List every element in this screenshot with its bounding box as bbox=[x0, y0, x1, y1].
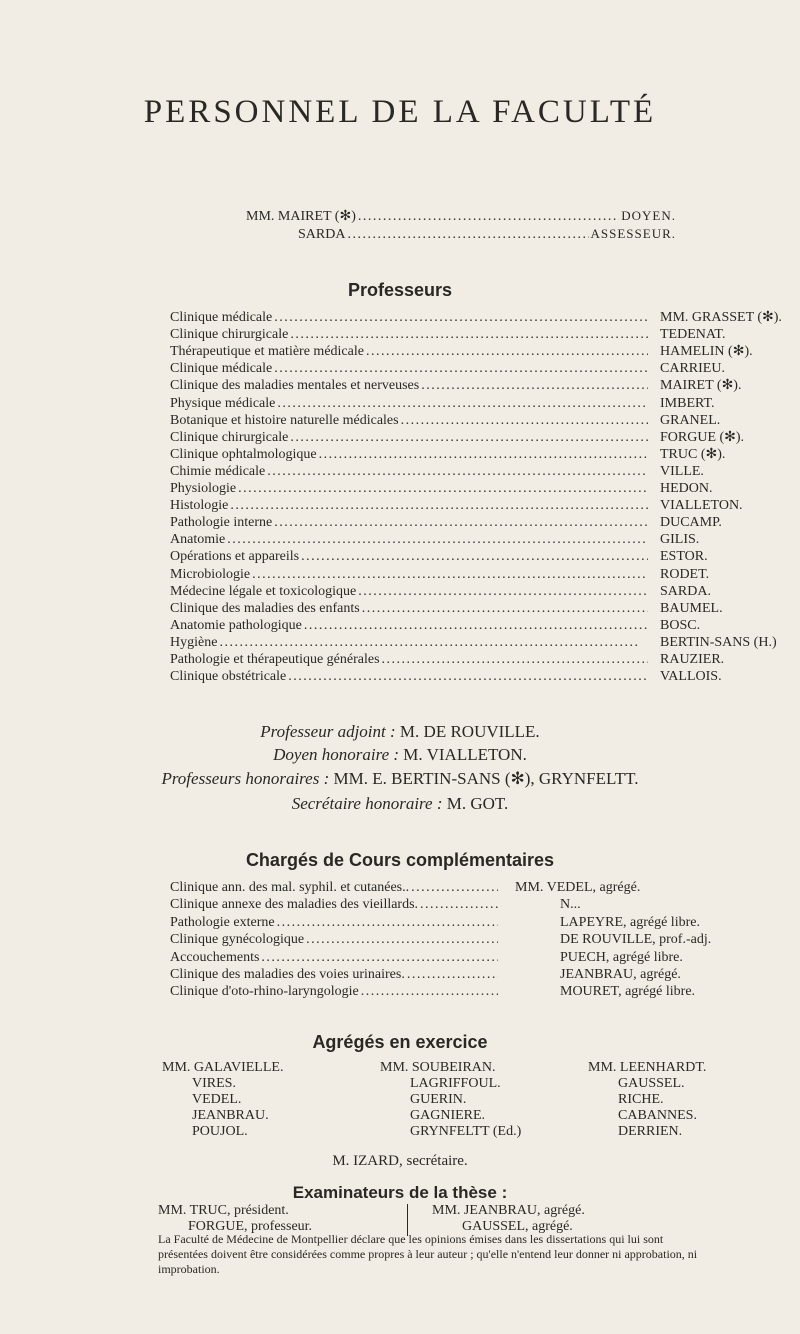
professor-name: IMBERT. bbox=[660, 395, 715, 411]
honor-line bbox=[0, 769, 800, 789]
honor-label: Doyen honoraire : bbox=[273, 745, 400, 764]
professor-subject: Médecine légale et toxicologique bbox=[170, 583, 357, 599]
course-subject: Clinique des maladies des voies urinaires. bbox=[170, 967, 405, 982]
professor-name: VILLE. bbox=[660, 463, 704, 479]
professor-name: DUCAMP. bbox=[660, 515, 722, 531]
honor-value: MM. E. BERTIN-SANS (✻), GRYNFELTT. bbox=[333, 769, 639, 788]
professor-row bbox=[170, 583, 711, 600]
professor-name: CARRIEU. bbox=[660, 361, 725, 377]
course-row bbox=[170, 914, 700, 931]
professor-name: VALLOIS. bbox=[660, 669, 722, 685]
professor-name: GRANEL. bbox=[660, 412, 721, 428]
dot-leader bbox=[290, 327, 648, 343]
dot-leader bbox=[274, 361, 648, 377]
honor-value: M. VIALLETON. bbox=[403, 745, 527, 764]
professor-row bbox=[170, 669, 722, 685]
professor-subject: Physiologie bbox=[170, 481, 237, 496]
course-lecturer: DE ROUVILLE, prof.-adj. bbox=[560, 932, 712, 948]
professor-row bbox=[170, 600, 723, 617]
professor-subject: Clinique ophtalmologique bbox=[170, 446, 317, 462]
dot-leader bbox=[267, 464, 648, 480]
professor-subject: Botanique et histoire naturelle médicales bbox=[170, 412, 399, 428]
examiner-name: FORGUE, professeur. bbox=[188, 1219, 313, 1234]
agrege-name: RICHE. bbox=[618, 1092, 664, 1107]
professor-row bbox=[170, 395, 715, 412]
professor-row bbox=[170, 617, 701, 634]
agreges-heading: Agrégés en exercice bbox=[312, 1032, 488, 1052]
professor-name: HAMELIN (✻). bbox=[660, 344, 753, 360]
professor-name: SARDA. bbox=[660, 583, 711, 599]
dot-leader bbox=[230, 498, 648, 514]
agrege-name: GRYNFELTT (Ed.) bbox=[410, 1124, 522, 1139]
professor-name: BERTIN-SANS (H.) bbox=[660, 634, 777, 650]
agrege-name: POUJOL. bbox=[192, 1124, 248, 1139]
professor-name: RAUZIER. bbox=[660, 652, 725, 667]
examiners-left bbox=[158, 1203, 312, 1235]
course-row bbox=[170, 984, 696, 1000]
professor-subject: Clinique obstétricale bbox=[170, 669, 287, 685]
professor-subject: Pathologie et thérapeutique générales bbox=[170, 652, 380, 667]
course-lecturer: MM. VEDEL, agrégé. bbox=[515, 880, 641, 895]
dot-leader bbox=[261, 950, 498, 966]
course-lecturer: N... bbox=[560, 897, 581, 913]
agrege-name: CABANNES. bbox=[618, 1108, 697, 1123]
course-subject: Accouchements bbox=[170, 949, 260, 965]
professor-name: MAIRET (✻). bbox=[660, 378, 742, 394]
agreges-column bbox=[588, 1060, 706, 1140]
dot-leader bbox=[421, 378, 648, 394]
examiner-name: MM. JEANBRAU, agrégé. bbox=[432, 1203, 585, 1218]
course-row bbox=[170, 932, 712, 948]
footnote: La Faculté de Médecine de Montpellier déclare que les opinions émises dans les dissertations qui lui sont présentées doivent être considérées comme propres à leur auteur ; qu'elle n'entend leur donner ni approbation, ni improbation. bbox=[158, 1232, 698, 1276]
course-subject: Clinique annexe des maladies des vieillards. bbox=[170, 897, 419, 913]
examiner-name: GAUSSEL, agrégé. bbox=[462, 1219, 573, 1234]
dot-leader bbox=[347, 227, 588, 243]
professor-subject: Hygiène bbox=[170, 634, 218, 650]
professor-row bbox=[170, 634, 777, 651]
dot-leader bbox=[274, 515, 648, 531]
honor-label: Professeurs honoraires : bbox=[161, 769, 330, 788]
agrege-name: MM. LEENHARDT. bbox=[588, 1060, 707, 1075]
professor-row bbox=[170, 378, 742, 394]
agrege-name: VEDEL. bbox=[192, 1092, 242, 1107]
officer-row bbox=[298, 226, 676, 243]
examiner-name: MM. TRUC, président. bbox=[158, 1203, 289, 1218]
agrege-name: GAUSSEL. bbox=[618, 1076, 685, 1091]
officer-name: MM. MAIRET (✻) bbox=[246, 209, 356, 224]
professor-subject: Clinique chirurgicale bbox=[170, 327, 289, 343]
dot-leader bbox=[277, 915, 498, 931]
dot-leader bbox=[288, 669, 648, 685]
course-row bbox=[170, 880, 641, 896]
professor-subject: Histologie bbox=[170, 498, 229, 514]
officer-name: SARDA bbox=[298, 227, 346, 242]
professor-row bbox=[170, 652, 725, 668]
dot-leader bbox=[290, 430, 648, 446]
professor-row bbox=[170, 532, 700, 548]
honor-value: M. GOT. bbox=[446, 794, 509, 813]
agrege-name: JEANBRAU. bbox=[192, 1108, 269, 1123]
agreges-column bbox=[162, 1060, 283, 1140]
professor-subject: Clinique des maladies mentales et nerveuses bbox=[170, 378, 420, 394]
dot-leader bbox=[401, 413, 648, 429]
professor-subject: Microbiologie bbox=[170, 566, 251, 582]
dot-leader bbox=[358, 584, 648, 600]
honor-value: M. DE ROUVILLE. bbox=[399, 722, 540, 741]
course-row bbox=[170, 949, 683, 966]
professor-name: HEDON. bbox=[660, 481, 713, 496]
professor-row bbox=[170, 429, 745, 446]
dot-leader bbox=[382, 652, 648, 668]
agrege-name: MM. SOUBEIRAN. bbox=[380, 1060, 496, 1075]
dot-leader bbox=[362, 601, 648, 617]
dot-leader bbox=[304, 618, 648, 634]
professor-row bbox=[170, 344, 753, 360]
professor-name: RODET. bbox=[660, 566, 710, 582]
course-lecturer: PUECH, agrégé libre. bbox=[560, 949, 683, 965]
honor-line bbox=[0, 745, 800, 765]
professor-subject: Thérapeutique et matière médicale bbox=[170, 344, 364, 360]
professor-row bbox=[170, 412, 721, 429]
honor-line bbox=[0, 794, 800, 814]
course-lecturer: JEANBRAU, agrégé. bbox=[560, 967, 681, 982]
honor-label: Secrétaire honoraire : bbox=[291, 794, 443, 813]
agrege-name: MM. GALAVIELLE. bbox=[162, 1060, 284, 1075]
professor-name: VIALLETON. bbox=[660, 498, 743, 514]
professor-name: FORGUE (✻). bbox=[660, 429, 745, 445]
professor-subject: Anatomie pathologique bbox=[170, 617, 302, 633]
dot-leader bbox=[319, 447, 648, 463]
professor-row bbox=[170, 446, 726, 463]
professor-subject: Pathologie interne bbox=[170, 515, 273, 531]
honor-line bbox=[0, 722, 800, 742]
course-row bbox=[170, 967, 681, 983]
agrege-name: DERRIEN. bbox=[618, 1124, 683, 1139]
dot-leader bbox=[219, 635, 648, 651]
dot-leader bbox=[361, 984, 498, 1000]
page-title: PERSONNEL DE LA FACULTÉ bbox=[143, 94, 657, 130]
professor-row bbox=[170, 481, 713, 497]
professor-name: GILIS. bbox=[660, 532, 700, 548]
professor-name: MM. GRASSET (✻). bbox=[660, 310, 782, 325]
professor-row bbox=[170, 498, 743, 514]
course-row bbox=[170, 897, 581, 913]
dot-leader bbox=[274, 310, 648, 326]
professor-subject: Clinique médicale bbox=[170, 361, 273, 377]
professor-name: BOSC. bbox=[660, 617, 701, 633]
dot-leader bbox=[411, 880, 498, 896]
dot-leader bbox=[227, 532, 648, 548]
professor-subject: Anatomie bbox=[170, 532, 226, 548]
course-lecturer: LAPEYRE, agrégé libre. bbox=[560, 914, 700, 930]
officer-role: ASSESSEUR. bbox=[590, 226, 676, 241]
professor-name: TRUC (✻). bbox=[660, 446, 726, 462]
professor-row bbox=[170, 566, 710, 583]
agreges-column bbox=[380, 1060, 521, 1140]
dot-leader bbox=[358, 209, 619, 225]
officer-row bbox=[246, 208, 676, 225]
courses-heading: Chargés de Cours complémentaires bbox=[245, 850, 555, 870]
professor-subject: Physique médicale bbox=[170, 395, 276, 411]
dot-leader bbox=[306, 932, 498, 948]
professor-row bbox=[170, 515, 722, 531]
examiners-right bbox=[432, 1203, 585, 1235]
professor-name: BAUMEL. bbox=[660, 600, 723, 616]
professor-subject: Chimie médicale bbox=[170, 463, 266, 479]
agrege-name: GUERIN. bbox=[410, 1092, 467, 1107]
professor-name: ESTOR. bbox=[660, 549, 708, 565]
officer-role: DOYEN. bbox=[621, 208, 676, 223]
professor-row bbox=[170, 463, 704, 480]
agrege-name: GAGNIERE. bbox=[410, 1108, 486, 1123]
professor-subject: Clinique chirurgicale bbox=[170, 429, 289, 445]
course-subject: Clinique ann. des mal. syphil. et cutanées.. bbox=[170, 880, 410, 895]
agreges-secretary: M. IZARD, secrétaire. bbox=[332, 1153, 468, 1169]
course-subject: Pathologie externe bbox=[170, 914, 275, 930]
professor-row bbox=[170, 327, 726, 343]
professor-subject: Opérations et appareils bbox=[170, 549, 300, 565]
course-subject: Clinique d'oto-rhino-laryngologie bbox=[170, 984, 359, 1000]
dot-leader bbox=[252, 567, 648, 583]
dot-leader bbox=[238, 481, 648, 497]
professor-row bbox=[170, 310, 782, 326]
examiners-heading: Examinateurs de la thèse : bbox=[292, 1183, 508, 1202]
dot-leader bbox=[366, 344, 648, 360]
honor-label: Professeur adjoint : bbox=[260, 722, 396, 741]
professor-row bbox=[170, 361, 725, 377]
professor-row bbox=[170, 549, 708, 565]
professors-heading: Professeurs bbox=[347, 280, 453, 300]
course-subject: Clinique gynécologique bbox=[170, 932, 305, 948]
dot-leader bbox=[277, 396, 648, 412]
agrege-name: LAGRIFFOUL. bbox=[410, 1076, 501, 1091]
professor-name: TEDENAT. bbox=[660, 327, 726, 343]
course-lecturer: MOURET, agrégé libre. bbox=[560, 984, 696, 1000]
professor-subject: Clinique des maladies des enfants bbox=[170, 600, 360, 616]
professor-subject: Clinique médicale bbox=[170, 310, 273, 325]
dot-leader bbox=[301, 549, 648, 565]
dot-leader bbox=[407, 967, 498, 983]
agrege-name: VIRES. bbox=[192, 1076, 236, 1091]
dot-leader bbox=[420, 897, 498, 913]
